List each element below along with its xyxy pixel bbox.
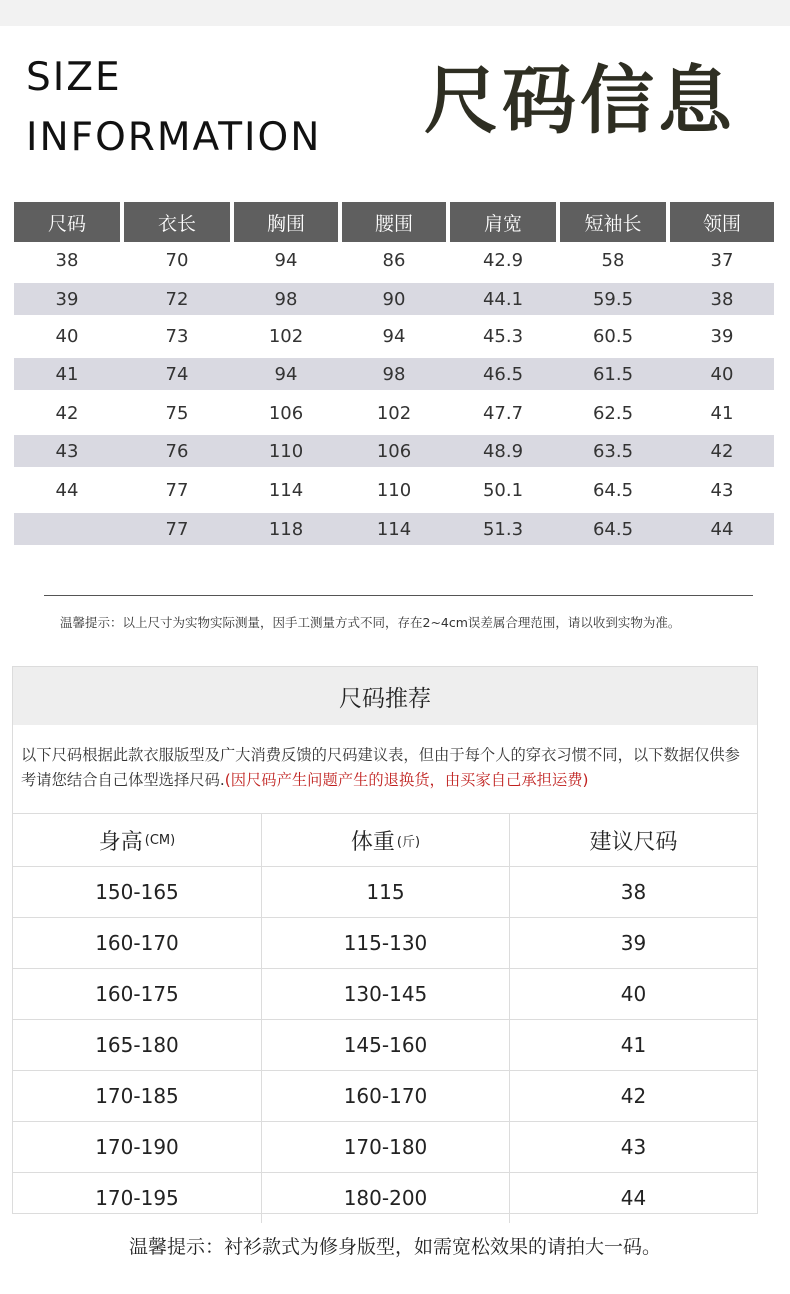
table-cell: 41: [509, 1020, 757, 1070]
header-cell-weight: [261, 814, 509, 866]
table-cell: 170-190: [95, 1135, 179, 1159]
table-row: [13, 1071, 757, 1122]
table-cell: 170-180: [261, 1122, 509, 1172]
table-cell: 77: [165, 479, 189, 501]
height-label: 身高: [98, 829, 143, 855]
header-cell-chest: 胸围: [234, 202, 338, 242]
recommendation-title: 尺码推荐: [13, 667, 757, 725]
table-cell: 40: [55, 325, 79, 347]
header-cell-length: 衣长: [124, 202, 230, 242]
table-cell: 38: [710, 288, 734, 310]
table-row: [14, 283, 774, 315]
table-row: [14, 358, 774, 390]
return-policy-note: (因尺码产生问题产生的退换货，由买家自己承担运费): [224, 771, 589, 789]
table-cell: 90: [382, 288, 406, 310]
table-cell: 58: [601, 249, 625, 271]
table-cell: 64.5: [592, 479, 634, 501]
table-cell: 160-170: [95, 931, 179, 955]
size-table: [14, 202, 774, 540]
table-cell: 180-200: [261, 1173, 509, 1223]
table-cell: 64.5: [592, 518, 634, 540]
weight-unit: (斤): [396, 834, 421, 850]
table-cell: 45.3: [482, 325, 524, 347]
table-cell: 160-170: [261, 1071, 509, 1121]
table-cell: 102: [268, 325, 304, 347]
title-chinese: 尺码信息: [424, 58, 736, 144]
title-english-line1: SIZE: [26, 55, 122, 100]
table-cell: 72: [165, 288, 189, 310]
table-cell: 76: [165, 440, 189, 462]
table-cell: 50.1: [482, 479, 524, 501]
table-cell: 41: [55, 363, 79, 385]
recommendation-description: [21, 743, 753, 793]
table-row: [13, 867, 757, 918]
table-cell: 170-195: [95, 1186, 179, 1210]
table-cell: 43: [509, 1122, 757, 1172]
table-cell: 98: [274, 288, 298, 310]
table-cell: 38: [509, 867, 757, 917]
table-cell: 42: [509, 1071, 757, 1121]
header-cell-suggested-size: 建议尺码: [509, 814, 757, 866]
table-cell: 86: [382, 249, 406, 271]
table-cell: 44.1: [482, 288, 524, 310]
table-cell: 44: [509, 1173, 757, 1223]
table-cell: 145-160: [261, 1020, 509, 1070]
table-cell: 59.5: [592, 288, 634, 310]
header-cell-waist: 腰围: [342, 202, 446, 242]
table-cell: 115-130: [261, 918, 509, 968]
table-cell: 41: [710, 402, 734, 424]
table-row: [13, 969, 757, 1020]
table-cell: 63.5: [592, 440, 634, 462]
table-cell: 94: [274, 249, 298, 271]
title-english: [26, 48, 321, 168]
table-cell: 46.5: [482, 363, 524, 385]
table-cell: 118: [268, 518, 304, 540]
table-cell: 48.9: [482, 440, 524, 462]
size-recommendation-section: [12, 666, 758, 1214]
header-cell-sleeve: 短袖长: [560, 202, 666, 242]
table-row: [14, 320, 774, 352]
table-cell: 47.7: [482, 402, 524, 424]
weight-label: 体重: [350, 829, 395, 855]
table-cell: 42.9: [482, 249, 524, 271]
table-row: [14, 397, 774, 429]
table-cell: 60.5: [592, 325, 634, 347]
table-row: [14, 513, 774, 545]
section-divider: [44, 595, 753, 596]
table-cell: 44: [710, 518, 734, 540]
table-cell: 40: [509, 969, 757, 1019]
table-cell: 70: [165, 249, 189, 271]
table-cell: 44: [55, 479, 79, 501]
table-cell: [14, 513, 120, 545]
table-cell: 130-145: [261, 969, 509, 1019]
table-cell: 38: [55, 249, 79, 271]
header-cell-height: [13, 814, 261, 866]
table-cell: 43: [710, 479, 734, 501]
header-cell-shoulder: 肩宽: [450, 202, 556, 242]
table-cell: 62.5: [592, 402, 634, 424]
height-unit: (CM): [144, 832, 176, 848]
table-cell: 110: [376, 479, 412, 501]
table-cell: 114: [376, 518, 412, 540]
table-row: [13, 918, 757, 969]
table-cell: 39: [509, 918, 757, 968]
table-row: [13, 1122, 757, 1173]
table-row: [13, 1173, 757, 1223]
table-cell: 94: [382, 325, 406, 347]
table-cell: 77: [165, 518, 189, 540]
table-cell: 61.5: [592, 363, 634, 385]
table-cell: 74: [165, 363, 189, 385]
table-cell: 114: [268, 479, 304, 501]
table-cell: 39: [55, 288, 79, 310]
table-cell: 94: [274, 363, 298, 385]
table-cell: 75: [165, 402, 189, 424]
table-row: [14, 244, 774, 276]
top-strip: [0, 0, 790, 26]
table-cell: 165-180: [95, 1033, 179, 1057]
table-cell: 102: [376, 402, 412, 424]
table-cell: 43: [55, 440, 79, 462]
table-row: [13, 1020, 757, 1071]
table-cell: 51.3: [482, 518, 524, 540]
table-cell: 39: [710, 325, 734, 347]
table-cell: 37: [710, 249, 734, 271]
table-cell: 98: [382, 363, 406, 385]
table-cell: 40: [710, 363, 734, 385]
table-cell: 150-165: [95, 880, 179, 904]
table-cell: 106: [268, 402, 304, 424]
measurement-note: 温馨提示：以上尺寸为实物实际测量，因手工测量方式不同，存在2~4cm误差属合理范围，请以收到实物为准。: [60, 615, 681, 630]
recommendation-table: [13, 813, 757, 1223]
table-cell: 42: [55, 402, 79, 424]
table-cell: 106: [376, 440, 412, 462]
header-cell-size: 尺码: [14, 202, 120, 242]
table-row: [14, 435, 774, 467]
size-table-header: [14, 202, 774, 242]
table-cell: 73: [165, 325, 189, 347]
table-cell: 42: [710, 440, 734, 462]
fit-note: 温馨提示：衬衫款式为修身版型，如需宽松效果的请拍大一码。: [128, 1236, 661, 1258]
title-english-line2: INFORMATION: [26, 115, 322, 160]
recommendation-table-header: [13, 814, 757, 867]
header-cell-collar: 领围: [670, 202, 774, 242]
table-cell: 115: [261, 867, 509, 917]
table-cell: 160-175: [95, 982, 179, 1006]
table-row: [14, 474, 774, 506]
table-cell: 170-185: [95, 1084, 179, 1108]
table-cell: 110: [268, 440, 304, 462]
recommendation-text: 以下尺码根据此款衣服版型及广大消费反馈的尺码建议表，但由于每个人的穿衣习惯不同，以下数据仅供参考请您结合自己体型选择尺码.: [21, 746, 740, 789]
